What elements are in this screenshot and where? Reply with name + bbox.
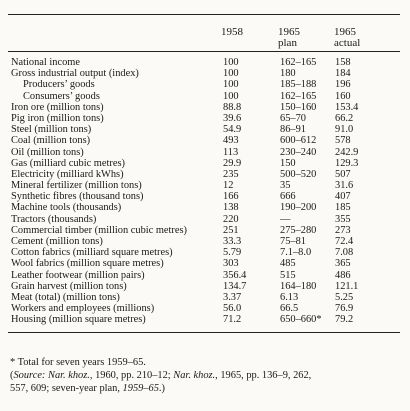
table-row xyxy=(0,124,410,135)
table-row xyxy=(0,258,410,269)
value-1965-actual: 91.0 xyxy=(335,124,354,136)
table-top-rule xyxy=(8,14,400,15)
value-1965-actual: 355 xyxy=(335,213,351,225)
value-1965-actual: 66.2 xyxy=(335,112,354,124)
value-1958: 113 xyxy=(223,146,239,158)
value-1958: 56.0 xyxy=(223,303,242,315)
value-1965-plan: 7.1–8.0 xyxy=(280,247,312,259)
row-label: Coal (million tons) xyxy=(11,135,91,147)
value-1965-actual: 407 xyxy=(335,191,351,203)
table-row xyxy=(0,303,410,314)
value-1958: 100 xyxy=(223,90,239,102)
header-line: 1965 xyxy=(334,26,356,38)
value-1958: 54.9 xyxy=(223,124,242,136)
row-label: Producers’ goods xyxy=(23,79,95,91)
value-1965-plan: 515 xyxy=(280,269,296,281)
value-1965-plan: 162–165 xyxy=(280,90,317,102)
value-1965-actual: 365 xyxy=(335,258,351,270)
value-1965-plan: 666 xyxy=(280,191,296,203)
column-header-1965-actual xyxy=(334,27,360,49)
value-1965-plan: 6.13 xyxy=(280,291,299,303)
header-line: 1958 xyxy=(221,26,243,38)
value-1965-plan: 35 xyxy=(280,180,291,192)
value-1958: 138 xyxy=(223,202,239,214)
value-1965-plan: 86–91 xyxy=(280,124,306,136)
value-1965-actual: 196 xyxy=(335,79,351,91)
value-1965-actual: 76.9 xyxy=(335,303,354,315)
table-row xyxy=(0,202,410,213)
value-1958: 166 xyxy=(223,191,239,203)
value-1958: 5.79 xyxy=(223,247,242,259)
value-1965-plan: 75–81 xyxy=(280,236,306,247)
row-label: Steel (million tons) xyxy=(11,124,92,136)
value-1965-plan: 162–165 xyxy=(280,57,317,68)
value-1965-actual: 31.6 xyxy=(335,180,354,192)
value-1965-actual: 242.9 xyxy=(335,146,359,158)
table-row xyxy=(0,113,410,124)
row-label: Leather footwear (million pairs) xyxy=(11,269,145,281)
value-1965-plan: 65–70 xyxy=(280,112,306,124)
value-1958: 71.2 xyxy=(223,314,242,326)
value-1965-actual: 507 xyxy=(335,168,351,180)
table-row xyxy=(0,314,410,325)
table-row xyxy=(0,281,410,292)
row-label: Cement (million tons) xyxy=(11,236,103,247)
value-1958: 493 xyxy=(223,135,239,147)
value-1958: 251 xyxy=(223,224,239,236)
footnote: * Total for seven years 1959–65. xyxy=(10,357,146,368)
row-label: Iron ore (million tons) xyxy=(11,101,104,113)
row-label: Meat (total) (million tons) xyxy=(11,291,120,303)
value-1958: 100 xyxy=(223,79,239,91)
row-label: Tractors (thousands) xyxy=(11,213,97,225)
row-label: Wool fabrics (million square metres) xyxy=(11,258,164,270)
value-1958: 88.8 xyxy=(223,101,242,113)
value-1958: 33.3 xyxy=(223,236,242,247)
value-1965-plan: 180 xyxy=(280,68,296,80)
row-label: Synthetic fibres (thousand tons) xyxy=(11,191,144,203)
value-1965-plan: 150–160 xyxy=(280,101,317,113)
table-row xyxy=(0,270,410,281)
row-label: Pig iron (million tons) xyxy=(11,112,104,124)
row-label: Electricity (milliard kWhs) xyxy=(11,168,124,180)
table-row xyxy=(0,91,410,102)
value-1958: 356.4 xyxy=(223,269,247,281)
table-row xyxy=(0,68,410,79)
column-header-1965-plan xyxy=(278,27,300,49)
header-rule xyxy=(8,51,400,52)
value-1965-actual: 184 xyxy=(335,68,351,80)
table-row xyxy=(0,102,410,113)
row-label: Gross industrial output (index) xyxy=(11,68,139,80)
value-1965-actual: 153.4 xyxy=(335,101,359,113)
source-line-1: (Source: Nar. khoz., 1960, pp. 210–12; Nar. khoz., 1965, pp. 136–9, 262, xyxy=(10,370,312,381)
header-line: actual xyxy=(334,37,361,49)
value-1965-plan: 600–612 xyxy=(280,135,317,147)
value-1965-actual: 578 xyxy=(335,135,351,147)
row-label: Mineral fertilizer (million tons) xyxy=(11,180,142,192)
table-row xyxy=(0,79,410,90)
value-1965-actual: 7.08 xyxy=(335,247,354,259)
table-row xyxy=(0,147,410,158)
value-1965-actual: 158 xyxy=(335,57,351,68)
value-1965-plan: 150 xyxy=(280,157,296,169)
header-line: 1965 xyxy=(278,26,300,38)
row-label: Workers and employees (millions) xyxy=(11,303,155,315)
table-notes xyxy=(10,356,402,395)
value-1958: 235 xyxy=(223,168,239,180)
value-1958: 303 xyxy=(223,258,239,270)
value-1965-plan: 485 xyxy=(280,258,296,270)
value-1958: 3.37 xyxy=(223,291,242,303)
row-label: National income xyxy=(11,57,80,68)
table-row xyxy=(0,225,410,236)
value-1965-actual: 273 xyxy=(335,224,351,236)
value-1965-actual: 79.2 xyxy=(335,314,354,326)
table-row xyxy=(0,236,410,247)
source-line-2: 557, 609; seven-year plan, 1959–65.) xyxy=(10,383,165,394)
row-label: Machine tools (thousands) xyxy=(11,202,122,214)
value-1958: 39.6 xyxy=(223,112,242,124)
row-label: Grain harvest (million tons) xyxy=(11,280,127,292)
value-1958: 29.9 xyxy=(223,157,242,169)
table-row xyxy=(0,158,410,169)
table-row xyxy=(0,169,410,180)
column-header-1958 xyxy=(221,27,243,38)
value-1965-actual: 160 xyxy=(335,90,351,102)
table-row xyxy=(0,292,410,303)
table-row xyxy=(0,191,410,202)
value-1965-actual: 129.3 xyxy=(335,157,359,169)
table-row xyxy=(0,135,410,146)
value-1965-actual: 5.25 xyxy=(335,291,354,303)
value-1965-actual: 486 xyxy=(335,269,351,281)
value-1965-actual: 72.4 xyxy=(335,236,354,247)
value-1965-plan: 650–660* xyxy=(280,314,322,326)
row-label: Cotton fabrics (milliard square metres) xyxy=(11,247,173,259)
row-label: Consumers’ goods xyxy=(23,90,100,102)
table-row xyxy=(0,247,410,258)
value-1958: 12 xyxy=(223,180,234,192)
value-1965-plan: 66.5 xyxy=(280,303,299,315)
value-1965-plan: 190–200 xyxy=(280,202,317,214)
value-1958: 100 xyxy=(223,57,239,68)
row-label: Housing (million square metres) xyxy=(11,314,146,326)
value-1965-plan: 185–188 xyxy=(280,79,317,91)
value-1965-actual: 121.1 xyxy=(335,280,359,292)
header-line: plan xyxy=(278,37,297,49)
table-body xyxy=(0,57,410,326)
table-bottom-rule xyxy=(8,332,400,333)
value-1965-plan: 230–240 xyxy=(280,146,317,158)
row-label: Commercial timber (million cubic metres) xyxy=(11,224,188,236)
value-1965-actual: 185 xyxy=(335,202,351,214)
value-1958: 220 xyxy=(223,213,239,225)
value-1965-plan: 164–180 xyxy=(280,280,317,292)
table-row xyxy=(0,180,410,191)
row-label: Oil (million tons) xyxy=(11,146,84,158)
value-1965-plan: 275–280 xyxy=(280,224,317,236)
row-label: Gas (milliard cubic metres) xyxy=(11,157,125,169)
table-row xyxy=(0,214,410,225)
value-1965-plan: — xyxy=(280,213,291,225)
value-1958: 134.7 xyxy=(223,280,247,292)
table-row xyxy=(0,57,410,68)
value-1958: 100 xyxy=(223,68,239,80)
value-1965-plan: 500–520 xyxy=(280,168,317,180)
